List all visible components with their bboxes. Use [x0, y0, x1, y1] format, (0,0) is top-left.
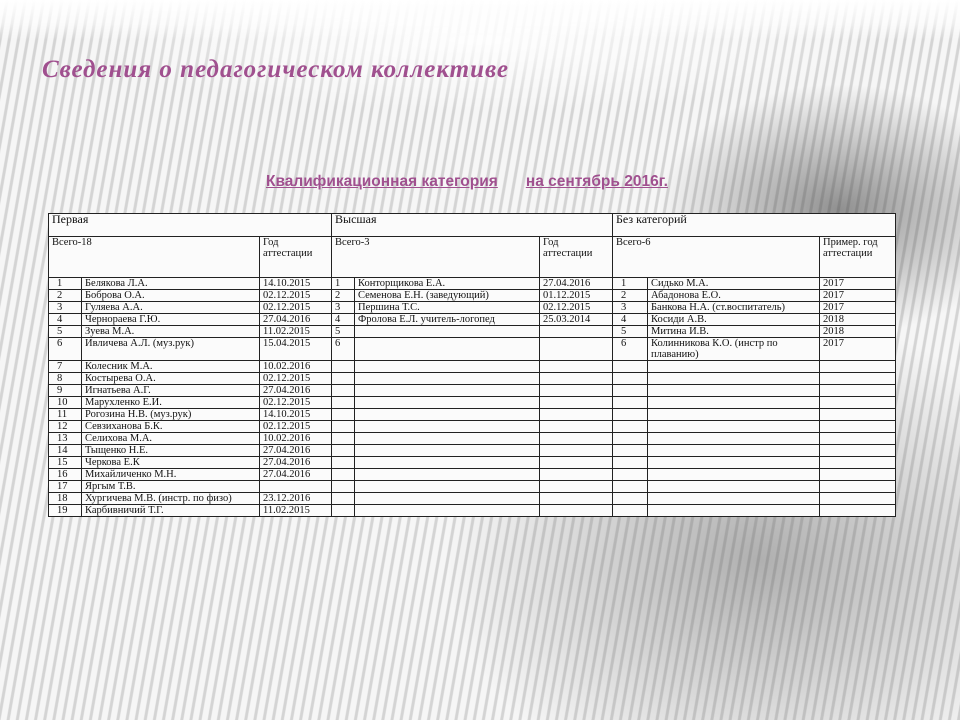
first-name-cell: Яргым Т.В.: [82, 481, 260, 493]
none-year-cell: [820, 385, 896, 397]
highest-number-cell: [332, 493, 355, 505]
first-date-cell: 15.04.2015: [260, 338, 332, 361]
none-number-cell: [613, 385, 648, 397]
highest-date-cell: [540, 397, 613, 409]
none-number-cell: 2: [613, 290, 648, 302]
highest-date-cell: [540, 326, 613, 338]
first-name-cell: Колесник М.А.: [82, 361, 260, 373]
category-none-header: Без категорий: [613, 214, 896, 237]
table-row: [49, 481, 896, 493]
none-year-cell: [820, 433, 896, 445]
none-number-cell: [613, 493, 648, 505]
none-year-cell: [820, 469, 896, 481]
highest-name-cell: [355, 493, 540, 505]
highest-date-cell: [540, 338, 613, 361]
first-name-cell: Гуляева А.А.: [82, 302, 260, 314]
highest-date-cell: [540, 373, 613, 385]
highest-total-header: Всего-3: [332, 237, 540, 278]
first-date-cell: 27.04.2016: [260, 457, 332, 469]
first-date-cell: 02.12.2015: [260, 373, 332, 385]
highest-name-cell: [355, 326, 540, 338]
highest-number-cell: [332, 469, 355, 481]
highest-date-cell: 27.04.2016: [540, 278, 613, 290]
highest-number-cell: [332, 433, 355, 445]
first-name-cell: Карбивничий Т.Г.: [82, 505, 260, 517]
none-name-cell: [648, 433, 820, 445]
table-row: [49, 338, 896, 361]
none-name-cell: Митина И.В.: [648, 326, 820, 338]
first-date-cell: 27.04.2016: [260, 445, 332, 457]
first-date-cell: 02.12.2015: [260, 421, 332, 433]
caption-category-label: Квалификационная категория: [266, 173, 498, 190]
first-number-cell: 12: [49, 421, 82, 433]
highest-name-cell: [355, 481, 540, 493]
first-date-cell: 02.12.2015: [260, 397, 332, 409]
none-number-cell: 6: [613, 338, 648, 361]
highest-date-cell: [540, 433, 613, 445]
first-date-cell: 02.12.2015: [260, 290, 332, 302]
none-name-cell: Сидько М.А.: [648, 278, 820, 290]
highest-number-cell: 1: [332, 278, 355, 290]
none-number-cell: 5: [613, 326, 648, 338]
highest-name-cell: [355, 421, 540, 433]
table-row: [49, 445, 896, 457]
highest-name-cell: Конторщикова Е.А.: [355, 278, 540, 290]
first-name-cell: Черкова Е.К: [82, 457, 260, 469]
first-name-cell: Михайличенко М.Н.: [82, 469, 260, 481]
highest-date-cell: [540, 361, 613, 373]
highest-date-cell: [540, 469, 613, 481]
none-year-cell: [820, 481, 896, 493]
background-highlight: [0, 0, 960, 40]
first-date-cell: 27.04.2016: [260, 469, 332, 481]
first-number-cell: 17: [49, 481, 82, 493]
none-year-cell: 2018: [820, 326, 896, 338]
first-date-cell: [260, 481, 332, 493]
none-name-cell: [648, 457, 820, 469]
table-row: [49, 385, 896, 397]
none-year-cell: 2017: [820, 338, 896, 361]
table-row: [49, 469, 896, 481]
highest-number-cell: [332, 445, 355, 457]
table-row: [49, 493, 896, 505]
first-date-cell: 10.02.2016: [260, 361, 332, 373]
highest-date-cell: [540, 493, 613, 505]
highest-date-cell: [540, 445, 613, 457]
first-number-cell: 6: [49, 338, 82, 361]
first-number-cell: 3: [49, 302, 82, 314]
first-name-cell: Тыщенко Н.Е.: [82, 445, 260, 457]
highest-number-cell: 2: [332, 290, 355, 302]
none-year-cell: 2017: [820, 278, 896, 290]
none-number-cell: [613, 505, 648, 517]
none-number-cell: [613, 373, 648, 385]
first-number-cell: 8: [49, 373, 82, 385]
highest-date-cell: 01.12.2015: [540, 290, 613, 302]
none-number-cell: [613, 421, 648, 433]
highest-date-cell: [540, 385, 613, 397]
first-date-cell: 11.02.2015: [260, 505, 332, 517]
none-number-cell: 3: [613, 302, 648, 314]
highest-number-cell: [332, 409, 355, 421]
table-row: [49, 397, 896, 409]
none-year-cell: [820, 493, 896, 505]
first-number-cell: 5: [49, 326, 82, 338]
none-name-cell: [648, 373, 820, 385]
highest-name-cell: [355, 397, 540, 409]
first-number-cell: 10: [49, 397, 82, 409]
table-row: [49, 421, 896, 433]
first-date-cell: 27.04.2016: [260, 314, 332, 326]
none-name-cell: Абадонова Е.О.: [648, 290, 820, 302]
highest-number-cell: 5: [332, 326, 355, 338]
highest-name-cell: Першина Т.С.: [355, 302, 540, 314]
none-number-cell: 1: [613, 278, 648, 290]
table-row: [49, 278, 896, 290]
first-date-cell: 27.04.2016: [260, 385, 332, 397]
table-row: [49, 457, 896, 469]
first-number-cell: 11: [49, 409, 82, 421]
none-name-cell: Косиди А.В.: [648, 314, 820, 326]
highest-number-cell: [332, 421, 355, 433]
none-year-cell: 2018: [820, 314, 896, 326]
none-name-cell: [648, 469, 820, 481]
none-name-cell: [648, 385, 820, 397]
first-name-cell: Белякова Л.А.: [82, 278, 260, 290]
first-name-cell: Рогозина Н.В. (муз.рук): [82, 409, 260, 421]
highest-name-cell: [355, 409, 540, 421]
first-total-header: Всего-18: [49, 237, 260, 278]
none-number-cell: [613, 361, 648, 373]
none-name-cell: [648, 421, 820, 433]
highest-number-cell: 6: [332, 338, 355, 361]
first-year-header: Год аттестации: [260, 237, 332, 278]
highest-number-cell: [332, 457, 355, 469]
none-name-cell: [648, 445, 820, 457]
first-number-cell: 1: [49, 278, 82, 290]
none-total-header: Всего-6: [613, 237, 820, 278]
highest-name-cell: Семенова Е.Н. (заведующий): [355, 290, 540, 302]
highest-number-cell: [332, 385, 355, 397]
none-name-cell: Банкова Н.А. (ст.воспитатель): [648, 302, 820, 314]
first-name-cell: Чернораева Г.Ю.: [82, 314, 260, 326]
highest-number-cell: [332, 397, 355, 409]
none-name-cell: [648, 493, 820, 505]
page-title: Сведения о педагогическом коллективе: [42, 56, 509, 83]
first-date-cell: 14.10.2015: [260, 278, 332, 290]
none-name-cell: [648, 481, 820, 493]
none-number-cell: [613, 409, 648, 421]
highest-name-cell: Фролова Е.Л. учитель-логопед: [355, 314, 540, 326]
first-number-cell: 9: [49, 385, 82, 397]
first-name-cell: Боброва О.А.: [82, 290, 260, 302]
first-date-cell: 14.10.2015: [260, 409, 332, 421]
first-name-cell: Зуева М.А.: [82, 326, 260, 338]
first-number-cell: 16: [49, 469, 82, 481]
first-date-cell: 23.12.2016: [260, 493, 332, 505]
first-name-cell: Селихова М.А.: [82, 433, 260, 445]
first-date-cell: 11.02.2015: [260, 326, 332, 338]
table-row: [49, 373, 896, 385]
highest-number-cell: 3: [332, 302, 355, 314]
none-name-cell: [648, 505, 820, 517]
highest-name-cell: [355, 505, 540, 517]
none-number-cell: [613, 457, 648, 469]
first-number-cell: 18: [49, 493, 82, 505]
none-name-cell: [648, 409, 820, 421]
highest-name-cell: [355, 385, 540, 397]
none-name-cell: [648, 397, 820, 409]
none-year-cell: [820, 373, 896, 385]
highest-date-cell: [540, 481, 613, 493]
first-name-cell: Севзиханова Б.К.: [82, 421, 260, 433]
highest-number-cell: [332, 373, 355, 385]
first-number-cell: 7: [49, 361, 82, 373]
category-highest-header: Высшая: [332, 214, 613, 237]
first-number-cell: 2: [49, 290, 82, 302]
highest-date-cell: 25.03.2014: [540, 314, 613, 326]
table-row: [49, 361, 896, 373]
none-number-cell: [613, 397, 648, 409]
table-row: [49, 326, 896, 338]
table-row: [49, 409, 896, 421]
table-row: [49, 290, 896, 302]
highest-number-cell: [332, 481, 355, 493]
table-row: [49, 314, 896, 326]
staff-table-body: [49, 278, 896, 517]
none-number-cell: [613, 433, 648, 445]
first-name-cell: Хургичева М.В. (инстр. по физо): [82, 493, 260, 505]
first-name-cell: Ивличева А.Л. (муз.рук): [82, 338, 260, 361]
category-header-row: [49, 214, 896, 237]
highest-name-cell: [355, 361, 540, 373]
highest-name-cell: [355, 457, 540, 469]
first-number-cell: 4: [49, 314, 82, 326]
none-year-cell: [820, 361, 896, 373]
table-row: [49, 505, 896, 517]
table-row: [49, 433, 896, 445]
highest-name-cell: [355, 373, 540, 385]
highest-name-cell: [355, 469, 540, 481]
none-year-cell: [820, 421, 896, 433]
first-name-cell: Игнатьева А.Г.: [82, 385, 260, 397]
highest-date-cell: [540, 409, 613, 421]
first-number-cell: 13: [49, 433, 82, 445]
none-year-header: Пример. год аттестации: [820, 237, 896, 278]
highest-number-cell: [332, 505, 355, 517]
staff-qualification-table: [48, 213, 896, 517]
first-name-cell: Костырева О.А.: [82, 373, 260, 385]
highest-date-cell: 02.12.2015: [540, 302, 613, 314]
none-year-cell: [820, 397, 896, 409]
first-date-cell: 10.02.2016: [260, 433, 332, 445]
none-number-cell: [613, 469, 648, 481]
table-caption: [266, 173, 668, 191]
category-first-header: Первая: [49, 214, 332, 237]
first-number-cell: 14: [49, 445, 82, 457]
first-name-cell: Марухленко Е.И.: [82, 397, 260, 409]
none-year-cell: [820, 457, 896, 469]
none-year-cell: 2017: [820, 302, 896, 314]
highest-name-cell: [355, 433, 540, 445]
highest-name-cell: [355, 445, 540, 457]
subheader-row: [49, 237, 896, 278]
table-row: [49, 302, 896, 314]
first-date-cell: 02.12.2015: [260, 302, 332, 314]
highest-number-cell: [332, 361, 355, 373]
highest-date-cell: [540, 421, 613, 433]
none-year-cell: [820, 505, 896, 517]
none-year-cell: [820, 409, 896, 421]
none-number-cell: [613, 481, 648, 493]
highest-date-cell: [540, 505, 613, 517]
none-name-cell: Колинникова К.О. (инстр по плаванию): [648, 338, 820, 361]
none-number-cell: [613, 445, 648, 457]
highest-name-cell: [355, 338, 540, 361]
highest-year-header: Год аттестации: [540, 237, 613, 278]
first-number-cell: 15: [49, 457, 82, 469]
none-name-cell: [648, 361, 820, 373]
none-year-cell: 2017: [820, 290, 896, 302]
first-number-cell: 19: [49, 505, 82, 517]
caption-period: на сентябрь 2016г.: [525, 173, 668, 190]
highest-number-cell: 4: [332, 314, 355, 326]
none-year-cell: [820, 445, 896, 457]
highest-date-cell: [540, 457, 613, 469]
none-number-cell: 4: [613, 314, 648, 326]
